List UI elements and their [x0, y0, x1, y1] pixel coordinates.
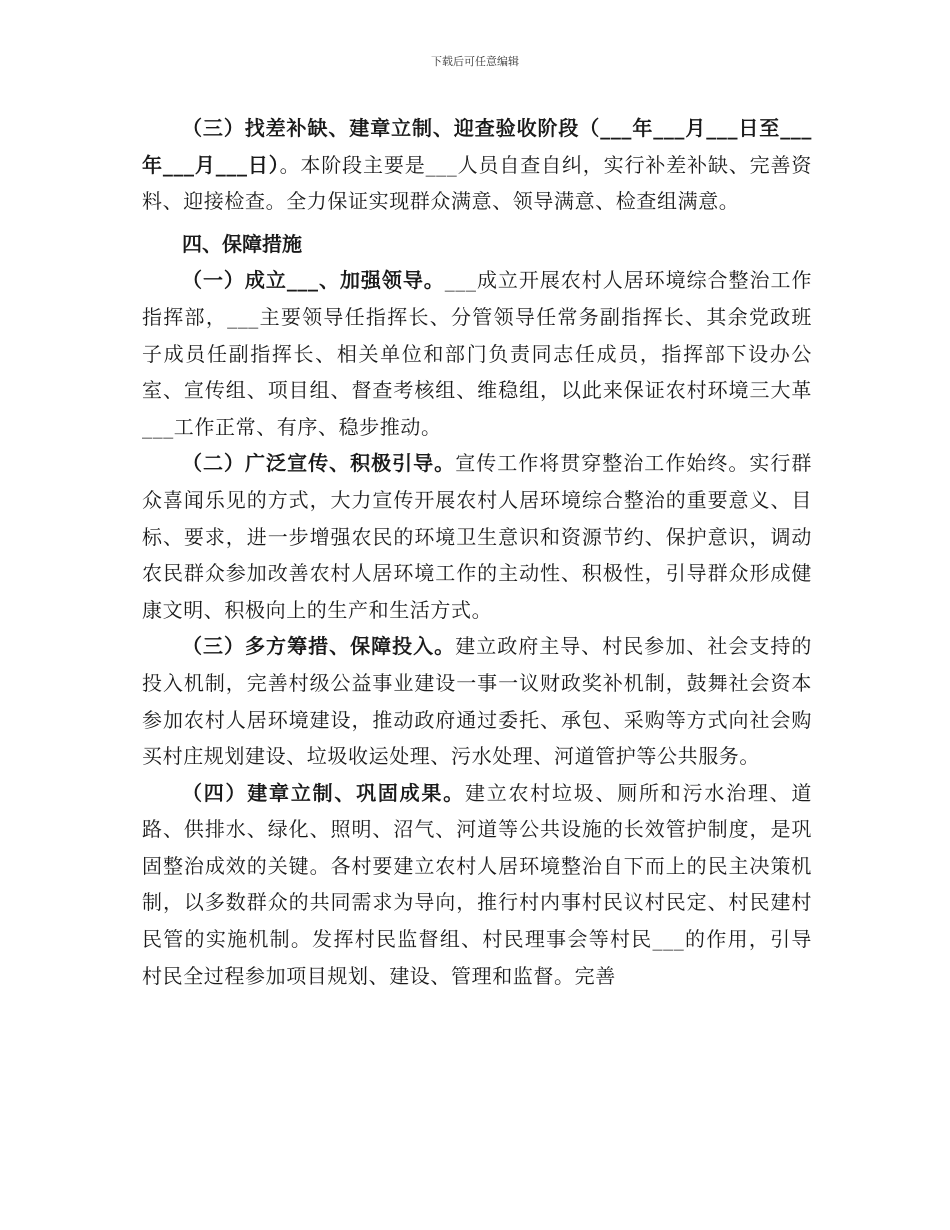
- measure-body: 建立政府主导、村民参加、社会支持的投入机制，完善村级公益事业建设一事一议财政奖补机制，鼓舞社会资本参加农村人居环境建设，推动政府通过委托、承包、采购等方式向社会购买村庄规划建设、垃圾收运处理、污水处理、河道管护等公共服务。: [142, 634, 812, 769]
- stage-title: （三）找差补缺、建章立制、迎查验收阶段（___年___月___日至___年___月___日）: [142, 116, 812, 177]
- measure-paragraph-4: [142, 775, 812, 995]
- measure-title: （一）成立___、加强领导。: [182, 268, 445, 293]
- measure-title: （三）多方筹措、保障投入。: [182, 634, 456, 659]
- measure-body: ___成立开展农村人居环境综合整治工作指挥部，___主要领导任指挥长、分管领导任常务副指挥长、其余党政班子成员任副指挥长、相关单位和部门负责同志任成员，指挥部下设办公室、宣传组、项目组、督查考核组、维稳组，以此来保证农村环境三大革___工作正常、有序、稳步推动。: [142, 268, 813, 439]
- section-heading: 四、保障措施: [182, 231, 302, 256]
- measure-paragraph-3: [142, 628, 812, 774]
- stage-paragraph: [142, 110, 812, 220]
- measure-paragraph-2: [142, 445, 812, 628]
- stage-body: 。本阶段主要是___人员自查自纠，实行补差补缺、完善资料、迎接检查。全力保证实现群众满意、领导满意、检查组满意。: [142, 152, 812, 214]
- measure-body: 建立农村垃圾、厕所和污水治理、道路、供排水、绿化、照明、沼气、河道等公共设施的长效管护制度，是巩固整治成效的关键。各村要建立农村人居环境整治自下而上的民主决策机制，以多数群众的共同需求为导向，推行村内事村民议村民定、村民建村民管的实施机制。发挥村民监督组、村民理事会等村民___的作用，引导村民全过程参加项目规划、建设、管理和监督。完善: [142, 780, 812, 988]
- document-body: [142, 110, 812, 994]
- page-header: 下载后可任意编辑: [431, 55, 519, 68]
- measure-body: 宣传工作将贯穿整治工作始终。实行群众喜闻乐见的方式，大力宣传开展农村人居环境综合整治的重要意义、目标、要求，进一步增强农民的环境卫生意识和资源节约、保护意识，调动农民群众参加改善农村人居环境工作的主动性、积极性，引导群众形成健康文明、积极向上的生产和生活方式。: [142, 451, 812, 622]
- measure-title: （四）建章立制、巩固成果。: [182, 780, 465, 805]
- measure-title: （二）广泛宣传、积极引导。: [182, 451, 456, 476]
- measure-paragraph-1: [142, 262, 812, 445]
